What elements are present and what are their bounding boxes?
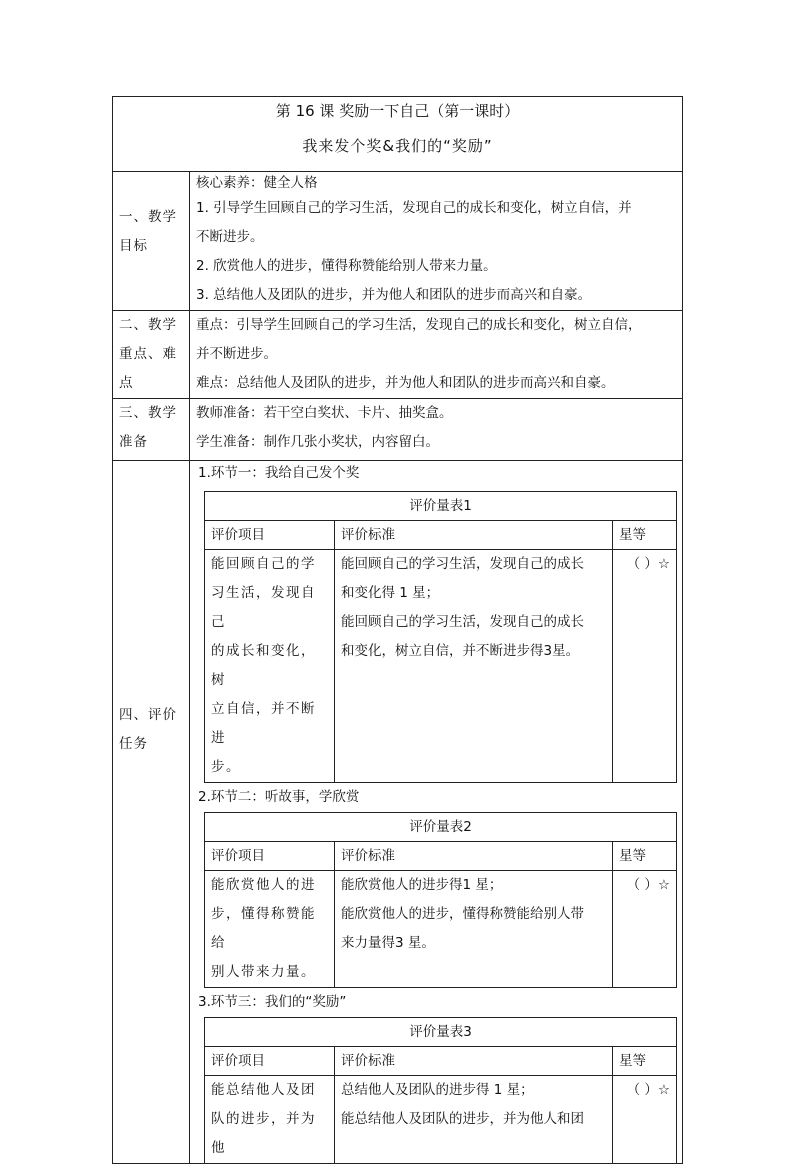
- text-line: 的成长和变化，树: [211, 643, 316, 688]
- lesson-subtitle: 我来发个奖&我们的“奖励”: [302, 137, 493, 155]
- label-line: 目标: [119, 238, 148, 254]
- section-label-assessment: [113, 461, 190, 1164]
- text-line: 和变化，树立自信，并不断进步得3星。: [341, 643, 580, 659]
- core-literacy: 核心素养：健全人格: [196, 175, 318, 191]
- rubric-title: 评价量表2: [205, 813, 677, 842]
- label-line: 四、评价: [119, 707, 177, 723]
- section-label-preparation: [113, 399, 190, 461]
- section-label-objectives: [113, 172, 190, 311]
- text-line: 能回顾自己的学: [211, 556, 316, 572]
- label-line: 一、教学: [119, 209, 177, 225]
- table-row: [205, 1076, 677, 1164]
- col-header-standard: 评价标准: [335, 1047, 613, 1076]
- rubric-table-3: [204, 1017, 677, 1163]
- label-line: 点: [119, 375, 134, 391]
- section-content-preparation: [190, 399, 683, 461]
- text-line: 能欣赏他人的进: [211, 877, 316, 893]
- col-header-item: 评价项目: [205, 842, 335, 871]
- text-line: 别人带来力量。: [211, 964, 316, 980]
- step-1-title: 1.环节一：我给自己发个奖: [198, 465, 360, 481]
- col-header-standard: 评价标准: [335, 842, 613, 871]
- label-line: 准备: [119, 434, 148, 450]
- text-line: 立自信，并不断进: [211, 701, 316, 746]
- step-3-title: 3.环节三：我们的“奖励”: [198, 994, 347, 1010]
- lesson-title: 第 16 课 奖励一下自己（第一课时）: [275, 102, 520, 120]
- col-header-grade: 星等: [613, 1047, 677, 1076]
- text-line: 总结他人及团队的进步得 1 星；: [341, 1082, 534, 1098]
- col-header-grade: 星等: [613, 842, 677, 871]
- difficult-point: 难点：总结他人及团队的进步，并为他人和团队的进步而高兴和自豪。: [196, 375, 615, 391]
- text-line: 能欣赏他人的进步，懂得称赞能给别人带: [341, 906, 584, 922]
- rubric-title: 评价量表3: [205, 1018, 677, 1047]
- text-line: 习生活，发现自己: [211, 585, 316, 630]
- text-line: 和变化得 1 星；: [341, 585, 440, 601]
- star-rating-field[interactable]: （ ）☆: [613, 871, 677, 988]
- section-key-points: [113, 311, 683, 399]
- text-line: 能回顾自己的学习生活，发现自己的成长: [341, 556, 584, 572]
- teacher-prep: 教师准备：若干空白奖状、卡片、抽奖盒。: [196, 405, 453, 421]
- key-point: 重点：引导学生回顾自己的学习生活，发现自己的成长和变化，树立自信，: [196, 317, 642, 333]
- rubric-standard: [335, 1076, 613, 1164]
- lesson-plan-table: [112, 96, 683, 1164]
- text-line: 能回顾自己的学习生活，发现自己的成长: [341, 614, 584, 630]
- text-line: 步。: [211, 759, 241, 775]
- text-line: 能总结他人及团队的进步，并为他人和团: [341, 1111, 584, 1127]
- objective-1-cont: 不断进步。: [196, 229, 264, 245]
- section-content-key-points: [190, 311, 683, 399]
- label-line: 重点、难: [119, 346, 177, 362]
- lesson-header: [113, 97, 683, 172]
- section-objectives: [113, 172, 683, 311]
- star-rating-field[interactable]: （ ）☆: [613, 1076, 677, 1164]
- rubric-item: [205, 550, 335, 783]
- star-rating-field[interactable]: （ ）☆: [613, 550, 677, 783]
- col-header-standard: 评价标准: [335, 521, 613, 550]
- table-row: [205, 550, 677, 783]
- text-line: 能总结他人及团: [211, 1082, 316, 1098]
- label-line: 三、教学: [119, 405, 177, 421]
- label-line: 二、教学: [119, 317, 177, 333]
- rubric-item: [205, 1076, 335, 1164]
- section-content-objectives: [190, 172, 683, 311]
- table-row: [205, 871, 677, 988]
- rubric-table-1: [204, 491, 677, 783]
- rubric-standard: [335, 871, 613, 988]
- rubric-item: [205, 871, 335, 988]
- objective-3: 3. 总结他人及团队的进步，并为他人和团队的进步而高兴和自豪。: [196, 287, 592, 303]
- key-point-cont: 并不断进步。: [196, 346, 277, 362]
- objective-1: 1. 引导学生回顾自己的学习生活，发现自己的成长和变化，树立自信，并: [196, 200, 632, 216]
- rubric-title: 评价量表1: [205, 492, 677, 521]
- text-line: 能欣赏他人的进步得1 星；: [341, 877, 503, 893]
- section-assessment: [113, 461, 683, 1164]
- col-header-item: 评价项目: [205, 521, 335, 550]
- text-line: 步，懂得称赞能给: [211, 906, 316, 951]
- section-content-assessment: [190, 461, 683, 1164]
- header-row: [113, 97, 683, 172]
- text-line: 来力量得3 星。: [341, 935, 435, 951]
- objective-2: 2. 欣赏他人的进步，懂得称赞能给别人带来力量。: [196, 258, 497, 274]
- student-prep: 学生准备：制作几张小奖状，内容留白。: [196, 434, 439, 450]
- col-header-grade: 星等: [613, 521, 677, 550]
- label-line: 任务: [119, 736, 148, 752]
- section-label-key-points: [113, 311, 190, 399]
- rubric-table-2: [204, 812, 677, 988]
- text-line: 队的进步，并为他: [211, 1111, 316, 1156]
- rubric-standard: [335, 550, 613, 783]
- section-preparation: [113, 399, 683, 461]
- col-header-item: 评价项目: [205, 1047, 335, 1076]
- step-2-title: 2.环节二：听故事，学欣赏: [198, 789, 360, 805]
